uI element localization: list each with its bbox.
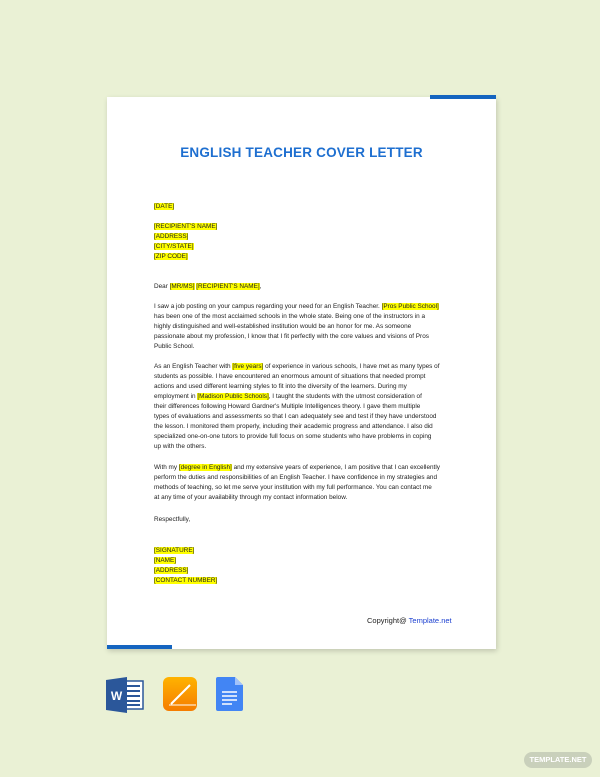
placeholder-field: [MR/MS] [169,283,195,290]
text-segment: Dear [154,283,170,290]
placeholder-field: [ADDRESS] [154,233,189,240]
text-line [154,302,439,312]
text-line [154,546,217,556]
text-segment: Respectfully, [154,516,191,523]
text-segment: students as possible. I have encountered an enormous amount of situations that needed prompt [154,373,426,380]
text-segment: methods of teaching, so let me serve your institution with my full performance. You can contact me [154,484,432,491]
placeholder-field: [RECIPIENT'S NAME] [154,223,218,230]
text-line [154,483,440,493]
placeholder-field: [degree in English] [178,464,232,471]
placeholder-field: [Madison Public Schools] [197,393,269,400]
text-segment: , I taught the students with the utmost consideration of [268,393,422,400]
text-segment: With my [154,464,179,471]
text-line [154,202,174,212]
text-segment: passionate about my profession, I know that I fit perfectly with the core values and visions of Pros [154,333,429,340]
placeholder-field: [DATE] [154,203,175,210]
placeholder-field: [five years] [232,363,264,370]
accent-bar-bottom [107,645,172,649]
text-line [154,442,439,452]
closing [154,515,190,525]
placeholder-field: [SIGNATURE] [154,547,195,554]
text-segment: the lesson. I monitored them properly, including their academic progress and attendance. I also did [154,423,433,430]
placeholder-field: [CITY/STATE] [154,243,194,250]
text-line [154,432,439,442]
text-segment: types of evaluations and assessments so that I can adequately see and test if they have understood [154,413,437,420]
signature-block [154,546,217,586]
text-segment: , [259,283,262,290]
text-segment: and my extensive years of experience, I am positive that I can excellently [231,464,440,471]
text-segment: perform the duties and responsibilities of an English Teacher. I have confidence in my strategies and [154,474,438,481]
text-segment: actions and used different learning styles to fit into the diversity of the learners. During my [154,383,407,390]
text-segment: As an English Teacher with [154,363,233,370]
text-segment: their differences following Howard Gardner's Multiple Intelligences theory. I gave them multiple [154,403,421,410]
text-line [154,242,217,252]
google-docs-icon[interactable] [216,677,246,718]
placeholder-field: [CONTACT NUMBER] [154,577,218,584]
word-icon[interactable] [106,677,144,718]
date-block [154,202,174,212]
placeholder-field: [NAME] [154,557,177,564]
text-line [154,422,439,432]
text-line [154,322,439,332]
text-segment: employment in [154,393,198,400]
svg-text:W: W [110,689,123,703]
document-title: ENGLISH TEACHER COVER LETTER [180,145,423,160]
text-segment: has been one of the most acclaimed schools in the whole state. Being one of the instructors in a [154,313,426,320]
placeholder-field: [RECIPIENT'S NAME] [196,283,260,290]
text-segment: specialized one-on-one tutors to provide full focus on some students who have problems in coping [154,433,432,440]
pages-icon[interactable] [163,677,199,718]
text-line [154,473,440,483]
placeholder-field: [ZIP CODE] [154,253,188,260]
watermark-badge: TEMPLATE.NET [524,752,592,768]
text-line [154,493,440,503]
text-line [154,402,439,412]
text-line [154,332,439,342]
text-line [154,372,439,382]
text-segment: at any time of your availability through my contact information below. [154,494,348,501]
placeholder-field: [Pros Public School] [381,303,439,310]
text-line [154,392,439,402]
text-line [154,312,439,322]
text-line [154,556,217,566]
text-line [154,412,439,422]
text-line [154,222,217,232]
copyright [367,616,452,625]
text-segment: up with the others. [154,443,207,450]
text-segment: of experience in various schools, I have met as many types of [263,363,440,370]
text-line [154,342,439,352]
accent-bar-top [430,95,496,99]
text-segment: highly distinguished and well-established institution would be an honor for me. As someone [154,323,412,330]
salutation [154,282,261,292]
copyright-brand: Template.net [408,616,452,625]
text-line [154,282,261,292]
text-line [154,566,217,576]
text-segment: Public School. [154,343,195,350]
paragraph-1 [154,302,439,352]
text-line [154,515,190,525]
placeholder-field: [ADDRESS] [154,567,189,574]
text-line [154,362,439,372]
text-line [154,463,440,473]
document-page [107,97,496,649]
text-line [154,382,439,392]
text-segment: I saw a job posting on your campus regarding your need for an English Teacher. [154,303,382,310]
paragraph-3 [154,463,440,503]
text-line [154,232,217,242]
copyright-prefix: Copyright@ [367,616,409,625]
text-line [154,252,217,262]
paragraph-2 [154,362,439,452]
recipient-block [154,222,217,262]
text-line [154,576,217,586]
